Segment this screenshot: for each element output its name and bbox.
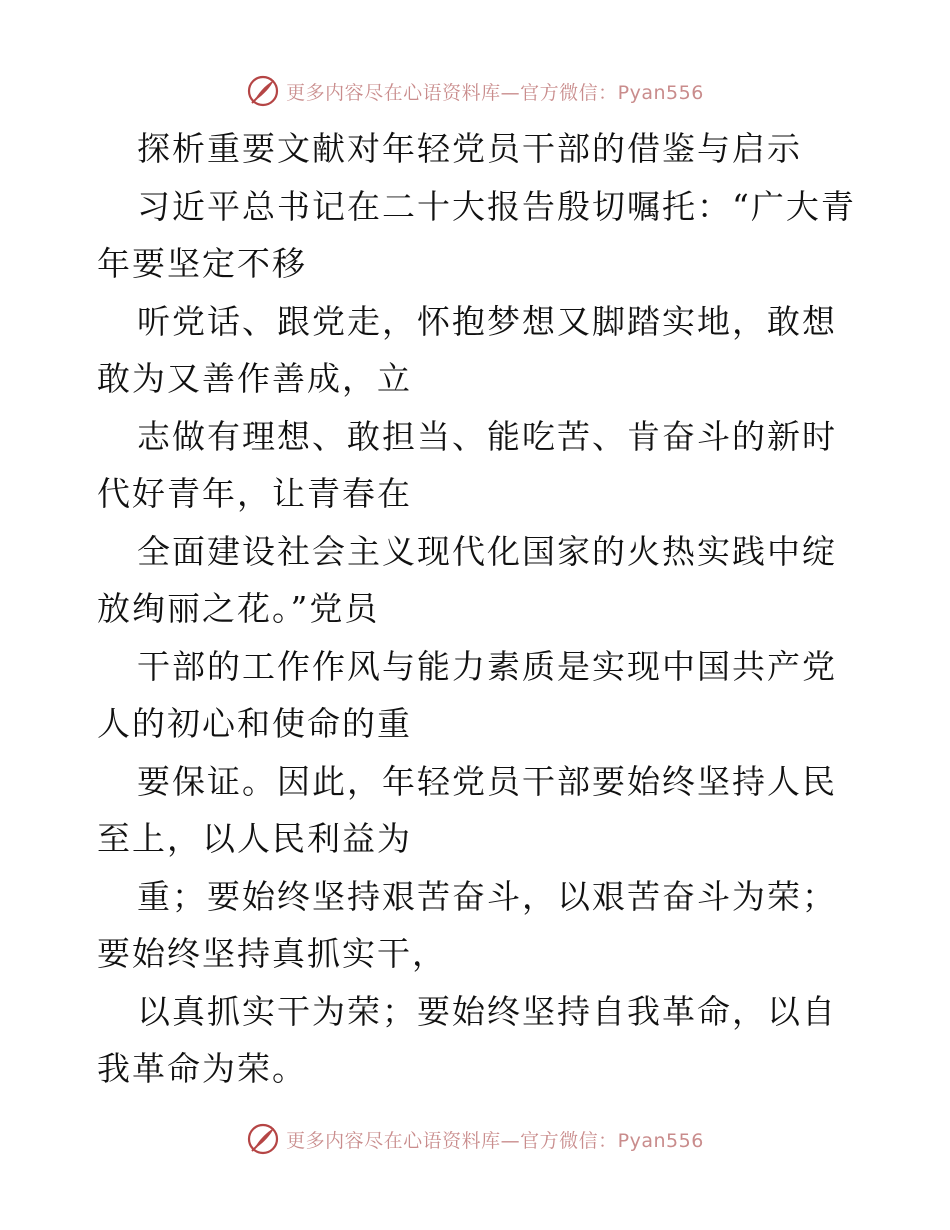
banner-text: 更多内容尽在心语资料库—官方微信：Pyan556	[286, 1129, 704, 1152]
paragraph: 全面建设社会主义现代化国家的火热实践中绽放绚丽之花。”党员	[97, 531, 837, 628]
quill-pen-logo-icon	[246, 74, 280, 108]
quill-pen-logo-icon	[246, 1122, 280, 1156]
paragraph: 习近平总书记在二十大报告殷切嘱托：“广大青年要坚定不移	[97, 186, 856, 283]
paragraph: 干部的工作作风与能力素质是实现中国共产党人的初心和使命的重	[97, 646, 837, 743]
header-banner	[0, 71, 950, 111]
document-body	[97, 120, 857, 1098]
footer-banner	[0, 1119, 950, 1159]
document-title: 探析重要文献对年轻党员干部的借鉴与启示	[137, 129, 802, 168]
paragraph: 要保证。因此，年轻党员干部要始终坚持人民至上，以人民利益为	[97, 761, 837, 858]
paragraph: 重；要始终坚持艰苦奋斗，以艰苦奋斗为荣；要始终坚持真抓实干，	[97, 876, 837, 973]
paragraph: 志做有理想、敢担当、能吃苦、肯奋斗的新时代好青年，让青春在	[97, 416, 837, 513]
paragraph: 听党话、跟党走，怀抱梦想又脚踏实地，敢想敢为又善作善成，立	[97, 301, 837, 398]
banner-text: 更多内容尽在心语资料库—官方微信：Pyan556	[286, 81, 704, 104]
paragraph: 以真抓实干为荣；要始终坚持自我革命，以自我革命为荣。	[97, 991, 837, 1088]
